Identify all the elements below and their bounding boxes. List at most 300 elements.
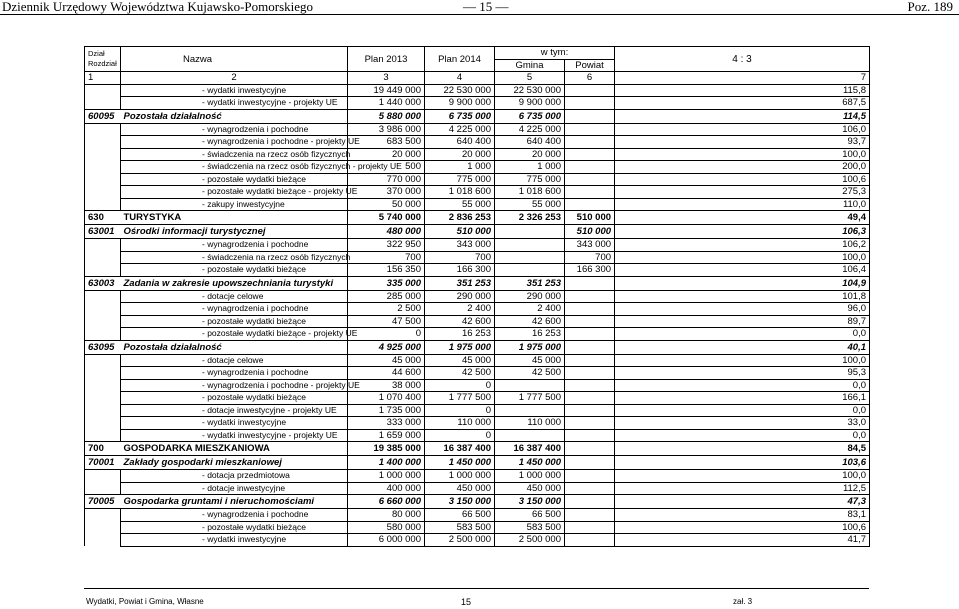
powiat-cell: 700 [565, 251, 615, 264]
plan-2014-cell: 510 000 [425, 225, 495, 239]
row-name: - dotacja przedmiotowa [121, 470, 348, 483]
row-name: - wydatki inwestycyjne [121, 84, 348, 97]
table-row [85, 404, 870, 417]
powiat-cell: 166 300 [565, 264, 615, 277]
powiat-cell [565, 392, 615, 405]
row-name: - wynagrodzenia i pochodne - projekty UE [121, 136, 348, 149]
row-name: Pozostała działalność [121, 109, 348, 123]
footer-rule [84, 588, 869, 589]
row-name: - świadczenia na rzecz osób fizycznych [121, 251, 348, 264]
row-name: - wydatki inwestycyjne [121, 534, 348, 547]
dzial-rozdzial-header [85, 47, 121, 72]
gmina-cell: 16 387 400 [495, 442, 565, 456]
row-name: - zakupy inwestycyjne [121, 198, 348, 211]
col-number: 4 [425, 72, 495, 85]
gmina-cell: 2 500 000 [495, 534, 565, 547]
table-row [85, 251, 870, 264]
row-code: 630 [85, 211, 121, 225]
page-number: — 15 — [463, 0, 509, 14]
gmina-cell: 42 600 [495, 315, 565, 328]
gmina-cell: 45 000 [495, 354, 565, 367]
plan-2013-cell: 3 986 000 [348, 123, 425, 136]
gmina-cell: 20 000 [495, 148, 565, 161]
table-row [85, 495, 870, 509]
powiat-cell [565, 198, 615, 211]
ratio-cell: 93,7 [615, 136, 870, 149]
powiat-cell [565, 521, 615, 534]
row-code: 70001 [85, 456, 121, 470]
row-code [85, 303, 121, 316]
row-code [85, 534, 121, 547]
plan-2014-cell: 6 735 000 [425, 109, 495, 123]
row-name: - dotacje inwestycyjne [121, 482, 348, 495]
gmina-cell: 16 253 [495, 328, 565, 341]
gmina-cell: 2 400 [495, 303, 565, 316]
row-code [85, 521, 121, 534]
gmina-cell: 450 000 [495, 482, 565, 495]
row-code [85, 367, 121, 380]
powiat-cell [565, 534, 615, 547]
ratio-cell: 101,8 [615, 290, 870, 303]
gmina-cell: 1 000 [495, 161, 565, 174]
plan-2014-cell: 775 000 [425, 173, 495, 186]
gmina-cell: 3 150 000 [495, 495, 565, 509]
powiat-cell [565, 482, 615, 495]
table-row [85, 161, 870, 174]
powiat-cell [565, 315, 615, 328]
col-number: 3 [348, 72, 425, 85]
plan-2014-cell: 2 836 253 [425, 211, 495, 225]
powiat-cell [565, 367, 615, 380]
column-numbers-row [85, 72, 870, 85]
gmina-cell: 2 326 253 [495, 211, 565, 225]
row-code [85, 392, 121, 405]
gmina-cell: 4 225 000 [495, 123, 565, 136]
row-code [85, 404, 121, 417]
row-name: - dotacje inwestycyjne - projekty UE [121, 404, 348, 417]
table-row [85, 148, 870, 161]
gmina-cell [495, 379, 565, 392]
powiat-cell [565, 456, 615, 470]
plan2013-header: Plan 2013 [348, 47, 425, 72]
plan-2014-cell: 166 300 [425, 264, 495, 277]
header-rule [0, 14, 959, 15]
powiat-cell [565, 404, 615, 417]
plan-2014-cell: 4 225 000 [425, 123, 495, 136]
powiat-cell [565, 340, 615, 354]
plan-2013-cell: 322 950 [348, 239, 425, 252]
journal-title: Dziennik Urzędowy Województwa Kujawsko-Pomorskiego [2, 0, 314, 14]
powiat-cell [565, 136, 615, 149]
gmina-cell: 1 777 500 [495, 392, 565, 405]
plan-2013-cell: 0 [348, 328, 425, 341]
table-row [85, 276, 870, 290]
powiat-cell [565, 161, 615, 174]
row-name: Zadania w zakresie upowszechniania turystyki [121, 276, 348, 290]
plan-2014-cell: 1 975 000 [425, 340, 495, 354]
ratio-cell: 100,0 [615, 354, 870, 367]
row-code [85, 417, 121, 430]
row-code [85, 315, 121, 328]
plan-2014-cell: 2 400 [425, 303, 495, 316]
gmina-cell: 66 500 [495, 509, 565, 522]
plan-2014-cell: 16 387 400 [425, 442, 495, 456]
powiat-cell [565, 173, 615, 186]
table-row [85, 303, 870, 316]
powiat-cell [565, 148, 615, 161]
ratio-cell: 106,2 [615, 239, 870, 252]
row-name: - wynagrodzenia i pochodne [121, 239, 348, 252]
ratio-cell: 47,3 [615, 495, 870, 509]
row-code [85, 429, 121, 442]
plan-2013-cell: 1 735 000 [348, 404, 425, 417]
row-name: - wynagrodzenia i pochodne [121, 303, 348, 316]
powiat-cell [565, 354, 615, 367]
table-row [85, 123, 870, 136]
plan-2014-cell: 1 000 000 [425, 470, 495, 483]
plan-2014-cell: 1 450 000 [425, 456, 495, 470]
row-code: 63095 [85, 340, 121, 354]
ratio-cell: 114,5 [615, 109, 870, 123]
ratio-cell: 0,0 [615, 379, 870, 392]
plan-2014-cell: 640 400 [425, 136, 495, 149]
table-row [85, 442, 870, 456]
powiat-cell [565, 290, 615, 303]
powiat-cell [565, 123, 615, 136]
col-number: 2 [121, 72, 348, 85]
row-name: - pozostałe wydatki bieżące [121, 315, 348, 328]
plan-2013-cell: 6 660 000 [348, 495, 425, 509]
plan-2013-cell: 47 500 [348, 315, 425, 328]
gmina-cell: 1 450 000 [495, 456, 565, 470]
row-name: - świadczenia na rzecz osób fizycznych - projekty UE [121, 161, 348, 174]
plan-2013-cell: 335 000 [348, 276, 425, 290]
table-row [85, 109, 870, 123]
rozdzial-label: Rozdział [88, 59, 117, 68]
table-row [85, 239, 870, 252]
plan-2014-cell: 3 150 000 [425, 495, 495, 509]
plan-2013-cell: 770 000 [348, 173, 425, 186]
row-name: - pozostałe wydatki bieżące - projekty UE [121, 186, 348, 199]
table-row [85, 136, 870, 149]
row-name: - pozostałe wydatki bieżące [121, 521, 348, 534]
plan-2013-cell: 20 000 [348, 148, 425, 161]
plan-2013-cell: 44 600 [348, 367, 425, 380]
ratio-cell: 89,7 [615, 315, 870, 328]
row-code [85, 379, 121, 392]
plan-2013-cell: 500 [348, 161, 425, 174]
plan-2013-cell: 19 385 000 [348, 442, 425, 456]
row-code [85, 264, 121, 277]
row-code [85, 251, 121, 264]
plan-2014-cell: 66 500 [425, 509, 495, 522]
gmina-cell: 55 000 [495, 198, 565, 211]
page-header [0, 0, 959, 14]
plan-2013-cell: 700 [348, 251, 425, 264]
table-row [85, 482, 870, 495]
row-name: Pozostała działalność [121, 340, 348, 354]
powiat-cell [565, 97, 615, 110]
table-row [85, 225, 870, 239]
position-label: Poz. 189 [907, 0, 953, 14]
powiat-cell [565, 276, 615, 290]
ratio-cell: 0,0 [615, 429, 870, 442]
plan-2013-cell: 6 000 000 [348, 534, 425, 547]
powiat-header: Powiat [565, 59, 615, 72]
ratio-cell: 100,0 [615, 470, 870, 483]
table-row [85, 315, 870, 328]
row-code [85, 161, 121, 174]
ratio-cell: 112,5 [615, 482, 870, 495]
ratio-cell: 110,0 [615, 198, 870, 211]
powiat-cell: 510 000 [565, 211, 615, 225]
table-row [85, 84, 870, 97]
row-name: - świadczenia na rzecz osób fizycznych [121, 148, 348, 161]
row-code [85, 482, 121, 495]
plan-2014-cell: 0 [425, 429, 495, 442]
plan-2014-cell: 42 500 [425, 367, 495, 380]
plan-2014-cell: 450 000 [425, 482, 495, 495]
ratio-cell: 33,0 [615, 417, 870, 430]
plan-2013-cell: 38 000 [348, 379, 425, 392]
ratio-cell: 166,1 [615, 392, 870, 405]
footer-page-number: 15 [461, 597, 472, 607]
plan-2013-cell: 1 070 400 [348, 392, 425, 405]
row-code: 63003 [85, 276, 121, 290]
row-code: 70005 [85, 495, 121, 509]
powiat-cell [565, 495, 615, 509]
table-row [85, 198, 870, 211]
ratio-cell: 96,0 [615, 303, 870, 316]
plan-2014-cell: 583 500 [425, 521, 495, 534]
dzial-label: Dział [88, 49, 105, 58]
row-code: 60095 [85, 109, 121, 123]
gmina-cell [495, 225, 565, 239]
plan-2013-cell: 5 880 000 [348, 109, 425, 123]
table-row [85, 97, 870, 110]
powiat-cell: 343 000 [565, 239, 615, 252]
plan-2014-cell: 700 [425, 251, 495, 264]
plan-2013-cell: 45 000 [348, 354, 425, 367]
ratio-cell: 100,6 [615, 521, 870, 534]
gmina-header: Gmina [495, 59, 565, 72]
gmina-cell: 1 975 000 [495, 340, 565, 354]
table-row [85, 470, 870, 483]
table-row [85, 211, 870, 225]
powiat-cell [565, 186, 615, 199]
plan-2013-cell: 400 000 [348, 482, 425, 495]
table-row [85, 534, 870, 547]
gmina-cell [495, 404, 565, 417]
plan-2014-cell: 0 [425, 404, 495, 417]
powiat-cell [565, 379, 615, 392]
powiat-cell [565, 417, 615, 430]
ratio-cell: 41,7 [615, 534, 870, 547]
row-name: - pozostałe wydatki bieżące [121, 392, 348, 405]
gmina-cell: 583 500 [495, 521, 565, 534]
row-name: Gospodarka gruntami i nieruchomościami [121, 495, 348, 509]
row-name: - wynagrodzenia i pochodne - projekty UE [121, 379, 348, 392]
budget-table [84, 46, 870, 547]
gmina-cell: 1 018 600 [495, 186, 565, 199]
row-code [85, 148, 121, 161]
plan-2013-cell: 5 740 000 [348, 211, 425, 225]
table-row [85, 340, 870, 354]
row-name: - pozostałe wydatki bieżące [121, 173, 348, 186]
row-name: - wydatki inwestycyjne - projekty UE [121, 97, 348, 110]
row-name: Zakłady gospodarki mieszkaniowej [121, 456, 348, 470]
row-name: - pozostałe wydatki bieżące - projekty UE [121, 328, 348, 341]
plan2014-header: Plan 2014 [425, 47, 495, 72]
plan-2013-cell: 1 000 000 [348, 470, 425, 483]
plan-2014-cell: 22 530 000 [425, 84, 495, 97]
row-code: 700 [85, 442, 121, 456]
plan-2013-cell: 80 000 [348, 509, 425, 522]
gmina-cell: 290 000 [495, 290, 565, 303]
plan-2013-cell: 683 500 [348, 136, 425, 149]
table-row [85, 509, 870, 522]
ratio-cell: 106,4 [615, 264, 870, 277]
row-code [85, 173, 121, 186]
powiat-cell [565, 109, 615, 123]
row-name: - wynagrodzenia i pochodne [121, 123, 348, 136]
plan-2013-cell: 285 000 [348, 290, 425, 303]
row-name: - wydatki inwestycyjne [121, 417, 348, 430]
footer-right: zał. 3 [733, 597, 753, 606]
ratio-cell: 84,5 [615, 442, 870, 456]
plan-2013-cell: 19 449 000 [348, 84, 425, 97]
powiat-cell [565, 84, 615, 97]
row-code [85, 290, 121, 303]
row-name: - wydatki inwestycyjne - projekty UE [121, 429, 348, 442]
gmina-cell: 1 000 000 [495, 470, 565, 483]
ratio-cell: 104,9 [615, 276, 870, 290]
plan-2013-cell: 2 500 [348, 303, 425, 316]
row-name: - pozostałe wydatki bieżące [121, 264, 348, 277]
plan-2013-cell: 1 400 000 [348, 456, 425, 470]
row-code [85, 97, 121, 110]
ratio-header: 4 : 3 [615, 47, 870, 72]
plan-2013-cell: 333 000 [348, 417, 425, 430]
gmina-cell: 640 400 [495, 136, 565, 149]
plan-2013-cell: 480 000 [348, 225, 425, 239]
table-body [85, 84, 870, 546]
ratio-cell: 100,0 [615, 148, 870, 161]
table-row [85, 290, 870, 303]
ratio-cell: 95,3 [615, 367, 870, 380]
row-name: - dotacje celowe [121, 354, 348, 367]
table-row [85, 521, 870, 534]
gmina-cell: 775 000 [495, 173, 565, 186]
col-number: 5 [495, 72, 565, 85]
plan-2014-cell: 55 000 [425, 198, 495, 211]
row-code [85, 123, 121, 136]
table-row [85, 392, 870, 405]
ratio-cell: 40,1 [615, 340, 870, 354]
ratio-cell: 100,0 [615, 251, 870, 264]
powiat-cell [565, 429, 615, 442]
gmina-cell: 351 253 [495, 276, 565, 290]
plan-2014-cell: 1 000 [425, 161, 495, 174]
row-code [85, 328, 121, 341]
row-name: GOSPODARKA MIESZKANIOWA [121, 442, 348, 456]
row-code [85, 136, 121, 149]
ratio-cell: 103,6 [615, 456, 870, 470]
table-row [85, 328, 870, 341]
row-name: TURYSTYKA [121, 211, 348, 225]
gmina-cell: 22 530 000 [495, 84, 565, 97]
plan-2014-cell: 1 777 500 [425, 392, 495, 405]
table-row [85, 417, 870, 430]
row-code [85, 470, 121, 483]
table-row [85, 354, 870, 367]
plan-2013-cell: 156 350 [348, 264, 425, 277]
col-number: 7 [615, 72, 870, 85]
gmina-cell: 110 000 [495, 417, 565, 430]
table-row [85, 173, 870, 186]
col-number: 1 [85, 72, 121, 85]
table-row [85, 429, 870, 442]
gmina-cell [495, 429, 565, 442]
row-name: - wynagrodzenia i pochodne [121, 367, 348, 380]
gmina-cell: 9 900 000 [495, 97, 565, 110]
ratio-cell: 0,0 [615, 328, 870, 341]
row-name: - wynagrodzenia i pochodne [121, 509, 348, 522]
plan-2014-cell: 9 900 000 [425, 97, 495, 110]
plan-2014-cell: 16 253 [425, 328, 495, 341]
row-code: 63001 [85, 225, 121, 239]
plan-2014-cell: 45 000 [425, 354, 495, 367]
powiat-cell [565, 509, 615, 522]
plan-2014-cell: 351 253 [425, 276, 495, 290]
ratio-cell: 275,3 [615, 186, 870, 199]
table-row [85, 367, 870, 380]
plan-2014-cell: 110 000 [425, 417, 495, 430]
ratio-cell: 687,5 [615, 97, 870, 110]
footer-left: Wydatki, Powiat i Gmina, Własne [86, 597, 204, 606]
plan-2014-cell: 20 000 [425, 148, 495, 161]
row-code [85, 186, 121, 199]
table-row [85, 456, 870, 470]
gmina-cell [495, 264, 565, 277]
plan-2014-cell: 0 [425, 379, 495, 392]
ratio-cell: 49,4 [615, 211, 870, 225]
ratio-cell: 115,8 [615, 84, 870, 97]
row-name: - dotacje celowe [121, 290, 348, 303]
w-tym-header: w tym: [495, 47, 615, 60]
plan-2013-cell: 4 925 000 [348, 340, 425, 354]
ratio-cell: 106,0 [615, 123, 870, 136]
powiat-cell: 510 000 [565, 225, 615, 239]
powiat-cell [565, 442, 615, 456]
plan-2014-cell: 1 018 600 [425, 186, 495, 199]
powiat-cell [565, 328, 615, 341]
plan-2013-cell: 580 000 [348, 521, 425, 534]
row-name: Ośrodki informacji turystycznej [121, 225, 348, 239]
row-code [85, 198, 121, 211]
gmina-cell: 42 500 [495, 367, 565, 380]
ratio-cell: 100,6 [615, 173, 870, 186]
row-code [85, 84, 121, 97]
plan-2013-cell: 1 659 000 [348, 429, 425, 442]
plan-2014-cell: 343 000 [425, 239, 495, 252]
gmina-cell: 6 735 000 [495, 109, 565, 123]
powiat-cell [565, 303, 615, 316]
table-row [85, 264, 870, 277]
header-row [85, 47, 870, 60]
table-row [85, 379, 870, 392]
col-number: 6 [565, 72, 615, 85]
